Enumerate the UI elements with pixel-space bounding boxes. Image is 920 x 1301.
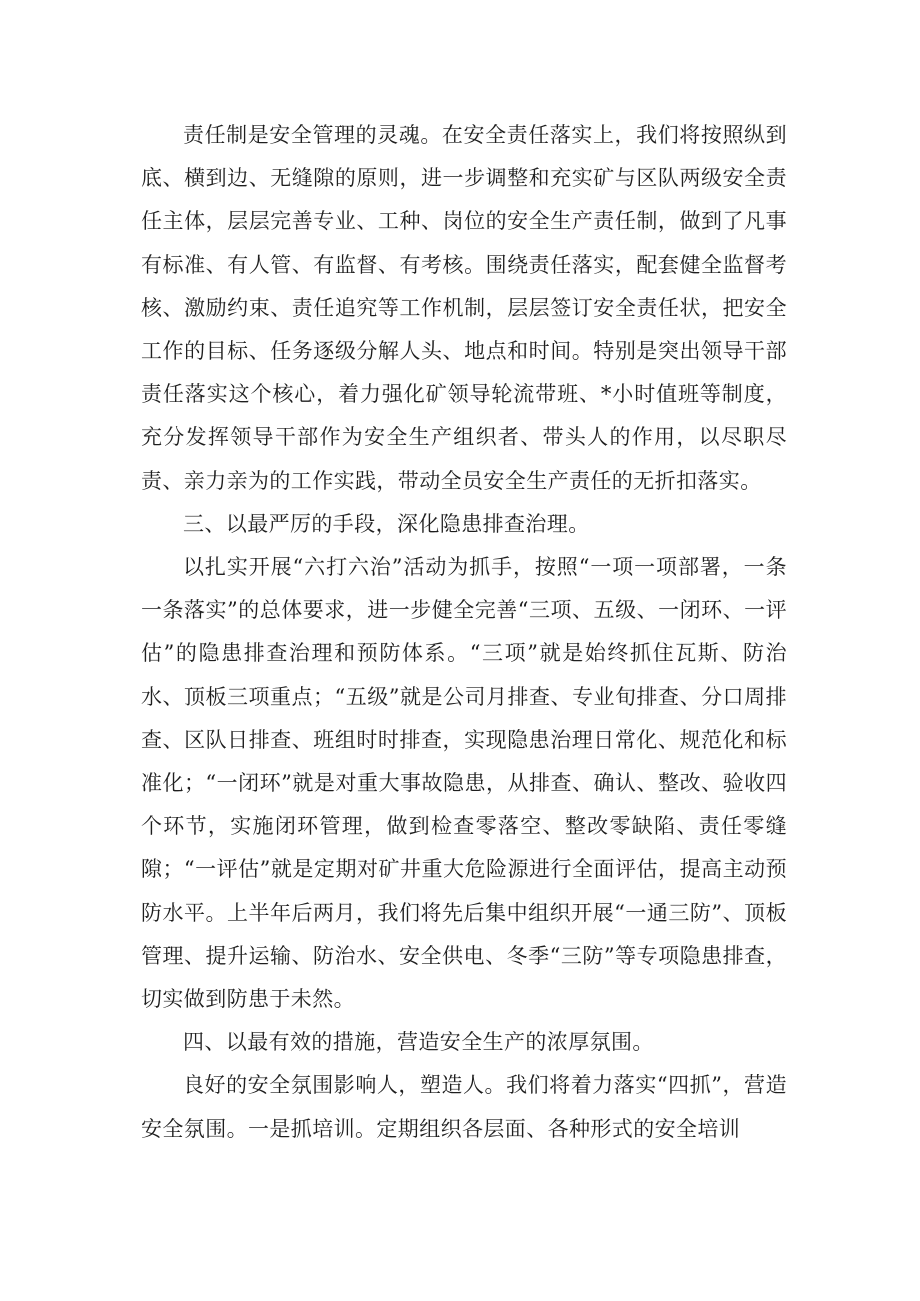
paragraph-hazard-inspection: 以扎实开展“六打六治”活动为抓手，按照“一项一项部署，一条一条落实”的总体要求，进一步健全完善“三项、五级、一闭环、一评估”的隐患排查治理和预防体系。“三项”就是始终抓住瓦斯、防治水、顶板三项重点；“五级”就是公司月排查、专业旬排查、分口周排查、区队日排查、班组时时排查，实现隐患治理日常化、规范化和标准化；“一闭环”就是对重大事故隐患，从排查、确认、整改、验收四个环节，实施闭环管理，做到检查零落空、整改零缺陷、责任零缝隙；“一评估”就是定期对矿井重大危险源进行全面评估，提高主动预防水平。上半年后两月，我们将先后集中组织开展“一通三防”、顶板管理、提升运输、防治水、安全供电、冬季“三防”等专项隐患排查，切实做到防患于未然。 [141,555,787,1012]
section-heading-4: 四、以最有效的措施，营造安全生产的浓厚氛围。 [183,1030,654,1055]
document-body [141,114,787,1151]
section-heading-3: 三、以最严厉的手段，深化隐患排查治理。 [183,511,590,536]
paragraph-responsibility: 责任制是安全管理的灵魂。在安全责任落实上，我们将按照纵到底、横到边、无缝隙的原则，进一步调整和充实矿与区队两级安全责任主体，层层完善专业、工种、岗位的安全生产责任制，做到了凡事有标准、有人管、有监督、有考核。围绕责任落实，配套健全监督考核、激励约束、责任追究等工作机制，层层签订安全责任状，把安全工作的目标、任务逐级分解人头、地点和时间。特别是突出领导干部责任落实这个核心，着力强化矿领导轮流带班、*小时值班等制度，充分发挥领导干部作为安全生产组织者、带头人的作用，以尽职尽责、亲力亲为的工作实践，带动全员安全生产责任的无折扣落实。 [141,123,787,493]
paragraph-safety-atmosphere: 良好的安全氛围影响人，塑造人。我们将着力落实“四抓”，营造安全氛围。一是抓培训。定期组织各层面、各种形式的安全培训 [141,1073,787,1141]
